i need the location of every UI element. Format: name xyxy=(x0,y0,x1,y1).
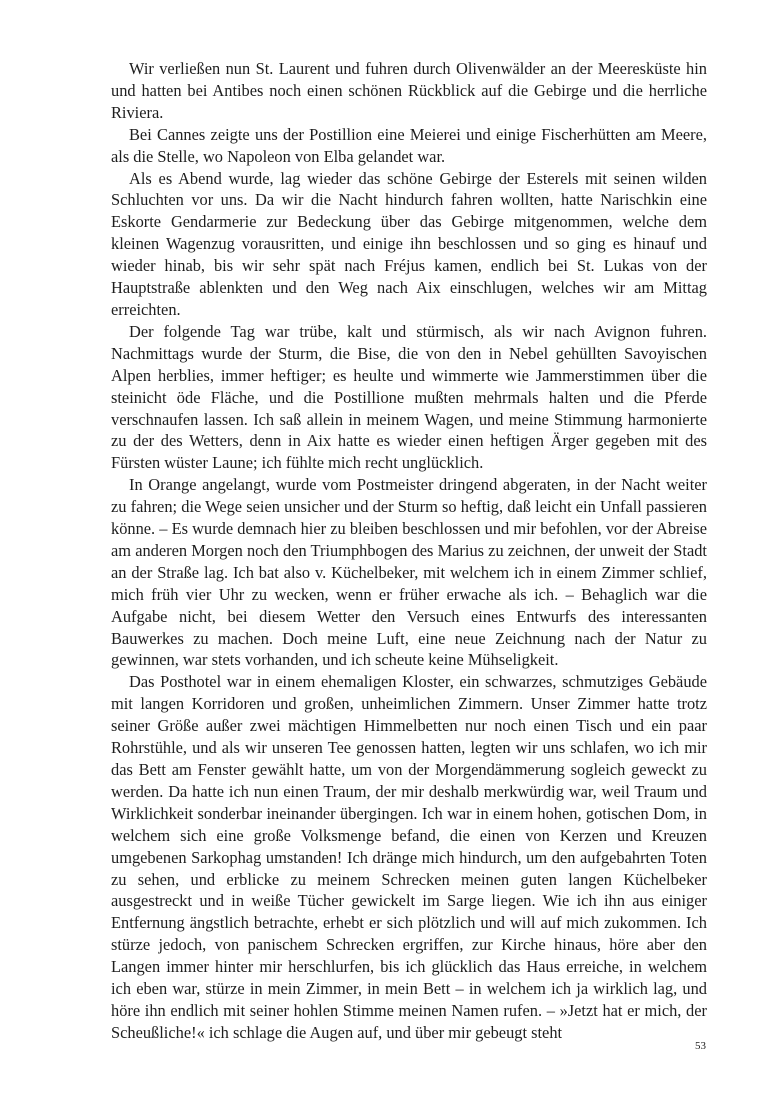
paragraph-cannes: Bei Cannes zeigte uns der Postillion eine Meierei und einige Fischerhütten am Meere, als die Stelle, wo Napoleon von Elba gelandet war. xyxy=(111,124,707,166)
body-text xyxy=(111,58,707,1044)
paragraph-orange: In Orange angelangt, wurde vom Postmeister dringend abgeraten, in der Nacht weiter zu fahren; die Wege seien unsicher und der Sturm so heftig, daß leicht ein Unfall passieren könne. – Es wurde demnach hier zu bleiben beschlossen und mir befohlen, vor der Abreise am anderen Morgen noch den Triumphbogen des Marius zu zeichnen, der unweit der Stadt an der Straße lag. Ich bat also v. Küchelbeker, mit welchem ich in einem Zimmer schlief, mich früh vier Uhr zu wecken, wenn er früher erwache als ich. – Behaglich war die Aufgabe nicht, bei diesem Wetter den Versuch eines Entwurfs des interessanten Bauwerkes zu machen. Doch meine Luft, eine neue Zeichnung nach der Natur zu gewinnen, war stets vorhanden, und ich scheute keine Mühseligkeit. xyxy=(111,475,707,670)
paragraph-avignon: Der folgende Tag war trübe, kalt und stürmisch, als wir nach Avignon fuhren. Nachmittags wurde der Sturm, die Bise, die von den in Nebel gehüllten Savoyischen Alpen herblies, immer heftiger; es heulte und wimmerte wie Jammerstimmen über die steinicht öde Fläche, und die Postillione mußten mehrmals halten und die Pferde verschnaufen lassen. Ich saß allein in meinem Wagen, und meine Stimmung harmonierte zu der des Wetters, denn in Aix hatte es wieder einen heftigen Ärger gegeben mit des Fürsten wüster Laune; ich fühlte mich recht unglücklich. xyxy=(111,321,707,473)
paragraph-posthotel: Das Posthotel war in einem ehemaligen Kloster, ein schwarzes, schmutziges Gebäude mit langen Korridoren und großen, unheimlichen Zimmern. Unser Zimmer hatte trotz seiner Größe außer zwei mächtigen Himmelbetten nur noch einen Tisch und ein paar Rohrstühle, und als wir unseren Tee genossen hatten, legten wir uns schlafen, wo ich mir das Bett am Fenster gewählt hatte, um von der Morgendämmerung sogleich geweckt zu werden. Da hatte ich nun einen Traum, der mir deshalb merkwürdig war, weil Traum und Wirklichkeit sonderbar ineinander übergingen. Ich war in einem hohen, gotischen Dom, in welchem sich eine große Volksmenge befand, die einen von Kerzen und Kreuzen umgebenen Sarkophag umstanden! Ich dränge mich hindurch, um den aufgebahrten Toten zu sehen, und erblicke zu meinem Schrecken meinen guten langen Küchelbeker ausgestreckt und in weiße Tücher gewickelt im Sarge liegen. Wie ich ihn aus einiger Entfernung ängstlich betrachte, erhebt er sich plötzlich und will auf mich zukommen. Ich stürze jedoch, von panischem Schrecken ergriffen, zur Kirche hinaus, höre aber den Langen immer hinter mir herschlurfen, bis ich glücklich das Haus erreiche, in welchem ich eben war, stürze in mein Zimmer, in mein Bett – in welchem ich ja wirklich lag, und höre ihn endlich mit seiner hohlen Stimme meinen Namen rufen. – »Jetzt hat er mich, der Scheußliche!« ich schlage die Augen auf, und über mir gebeugt steht xyxy=(111,672,707,1042)
page-number: 53 xyxy=(695,1040,706,1052)
paragraph-esterels: Als es Abend wurde, lag wieder das schöne Gebirge der Esterels mit seinen wilden Schluchten vor uns. Da wir die Nacht hindurch fahren wollten, hatte Narischkin eine Eskorte Gendarmerie zur Bedeckung über das Gebirge mitgenommen, welche dem kleinen Wagenzug vorausritten, und einige ihn beschlossen und so ging es hinauf und wieder hinab, bis wir sehr spät nach Fréjus kamen, endlich bei St. Lukas von der Hauptstraße ablenkten und den Weg nach Aix einschlugen, welches wir am Mittag erreichten. xyxy=(111,168,707,319)
paragraph-st-laurent: Wir verließen nun St. Laurent und fuhren durch Olivenwälder an der Meeresküste hin und hatten bei Antibes noch einen schönen Rückblick auf die Gebirge und die herrliche Riviera. xyxy=(111,59,707,122)
